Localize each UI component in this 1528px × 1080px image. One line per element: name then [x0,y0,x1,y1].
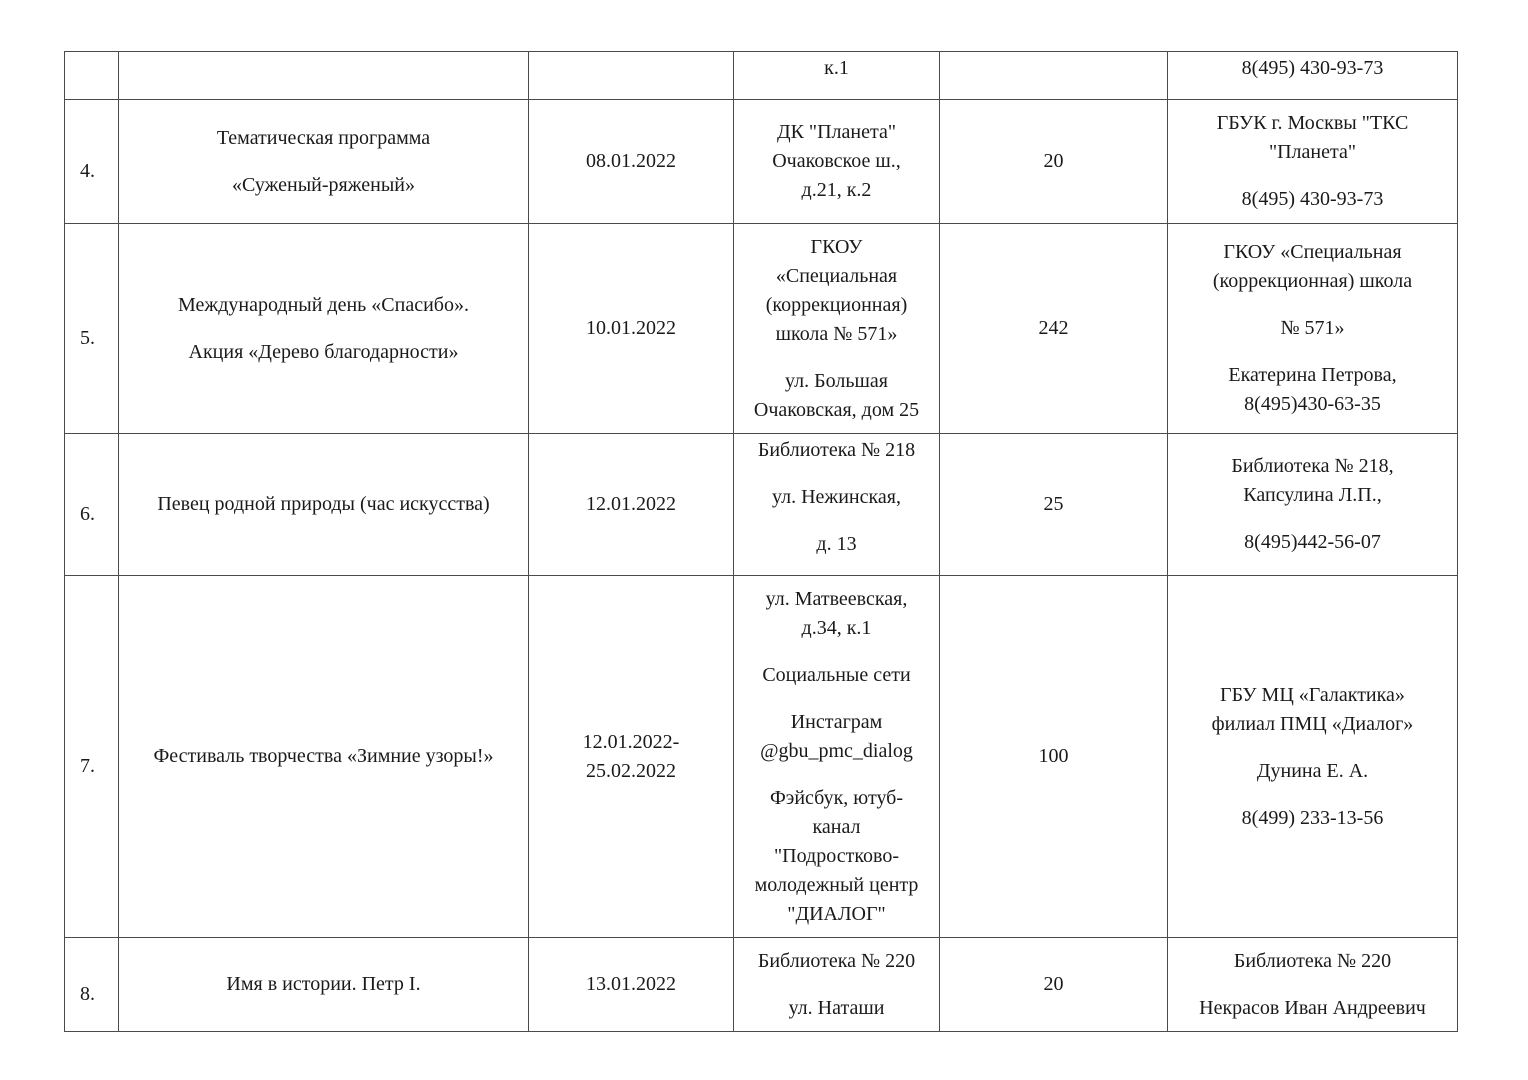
cell-paragraph [189,338,459,367]
participants-count: 25 [1043,493,1064,515]
cell-event [119,434,529,576]
cell-content [1174,947,1451,1023]
cell-paragraph [1199,994,1426,1023]
cell-paragraph [1244,528,1381,557]
cell-text-line: Библиотека № 218, [1231,455,1394,477]
cell-date [529,100,734,224]
cell-number [65,938,119,1032]
cell-paragraph [766,585,908,643]
cell-paragraph [157,490,489,519]
cell-text-line: Фестиваль творчества «Зимние узоры!» [153,745,494,767]
cell-participants [940,938,1168,1032]
cell-text-line: Фэйсбук, ютуб- [769,786,904,809]
table-row [65,52,1458,100]
cell-event [119,938,529,1032]
cell-text-line: Международный день «Спасибо». [178,293,469,316]
cell-text-line: ГКОУ «Специальная [1223,241,1402,263]
cell-content [125,124,522,200]
cell-text-line: № 571» [1280,317,1345,339]
participants-count: 100 [1038,745,1069,767]
cell-organizer [1168,224,1458,434]
cell-text-line: 12.01.2022 [586,493,676,515]
cell-paragraph [1228,361,1396,419]
row-number: 8. [80,983,95,1005]
cell-paragraph [226,970,420,999]
cell-text-line: Очаковская, дом 25 [753,398,920,421]
cell-paragraph [1231,452,1393,510]
cell-paragraph [758,436,915,465]
cell-text-line: Библиотека № 218 [757,439,916,461]
cell-date [529,52,734,100]
cell-content [125,291,522,367]
cell-text-line: 08.01.2022 [586,150,676,172]
cell-text-line: «Специальная [775,264,898,287]
cell-participants [940,224,1168,434]
cell-paragraph [762,661,910,690]
participants-count: 20 [1043,973,1064,995]
cell-text-line: Очаковское ш., [772,150,901,172]
cell-content [740,233,933,425]
cell-participants [940,52,1168,100]
cell-paragraph [1280,314,1344,343]
cell-paragraph [1234,947,1391,976]
cell-content [535,147,727,176]
cell-text-line: ул. Матвеевская, [765,587,908,610]
table-row [65,434,1458,576]
cell-content [125,742,522,771]
cell-paragraph [217,124,430,153]
cell-text-line: "Планета" [1268,141,1357,163]
cell-text-line: 8(495)442-56-07 [1244,531,1381,553]
cell-text-line: ул. Нежинская, [771,486,901,508]
cell-text-line: 25.02.2022 [586,759,676,782]
cell-paragraph [758,947,915,976]
cell-text-line: 12.01.2022- [582,730,680,753]
cell-content [535,490,727,519]
cell-number [65,434,119,576]
cell-text-line: д. 13 [816,533,857,555]
cell-content [740,947,933,1023]
cell-text-line: Инстаграм [790,710,883,733]
cell-text-line: Некрасов Иван Андреевич [1199,996,1426,1019]
cell-place [734,938,940,1032]
cell-content [740,118,933,205]
cell-organizer [1168,434,1458,576]
cell-paragraph [1212,681,1414,739]
cell-text-line: ул. Большая [785,369,888,392]
table-body [65,52,1458,1032]
cell-paragraph [760,708,913,766]
cell-event [119,576,529,938]
cell-date [529,434,734,576]
cell-text-line: 10.01.2022 [586,317,676,339]
cell-text-line: Екатерина Петрова, [1228,364,1397,386]
participants-count: 20 [1043,150,1064,172]
cell-content [1174,54,1451,83]
cell-text-line: Библиотека № 220 [1233,949,1392,972]
cell-date [529,224,734,434]
cell-paragraph [824,54,849,83]
cell-content [125,490,522,519]
cell-paragraph [232,171,415,200]
cell-number [65,576,119,938]
cell-paragraph [766,233,908,349]
cell-number [65,52,119,100]
cell-content [125,970,522,999]
cell-paragraph [1242,185,1384,214]
cell-content [535,970,727,999]
cell-paragraph [153,742,493,771]
row-number: 5. [80,327,95,349]
cell-organizer [1168,52,1458,100]
cell-organizer [1168,938,1458,1032]
cell-date [529,938,734,1032]
cell-event [119,224,529,434]
cell-text-line: Социальные сети [762,663,911,686]
cell-text-line: 8(495) 430-93-73 [1241,57,1384,79]
cell-text-line: 8(495) 430-93-73 [1241,188,1384,210]
table-row [65,224,1458,434]
events-table [64,51,1458,1032]
cell-content [1174,681,1451,833]
cell-number [65,224,119,434]
cell-place [734,52,940,100]
cell-text-line: ГКОУ [810,235,863,258]
cell-event [119,52,529,100]
row-number: 7. [80,755,95,777]
cell-paragraph [816,530,856,559]
cell-text-line: Капсулина Л.П., [1243,484,1382,506]
cell-text-line: 8(495)430-63-35 [1244,393,1381,415]
cell-text-line: ГБУК г. Москвы "ТКС [1216,112,1409,134]
table-row [65,100,1458,224]
cell-place [734,100,940,224]
cell-text-line: Библиотека № 220 [757,949,916,972]
table-row [65,938,1458,1032]
cell-paragraph [1217,109,1409,167]
cell-paragraph [755,784,919,929]
cell-paragraph [1257,757,1368,786]
cell-organizer [1168,576,1458,938]
cell-number [65,100,119,224]
row-number: 6. [80,503,95,525]
cell-content [740,54,933,83]
cell-content [1174,238,1451,419]
cell-participants [940,100,1168,224]
cell-text-line: (коррекционная) школа [1212,270,1413,292]
cell-place [734,576,940,938]
cell-text-line: 13.01.2022 [586,973,676,995]
cell-text-line: 8(499) 233-13-56 [1241,806,1384,829]
cell-text-line: Тематическая программа [216,126,431,149]
cell-place [734,434,940,576]
cell-text-line: к.1 [824,57,849,79]
row-number: 4. [80,160,95,182]
cell-text-line: Певец родной природы (час искусства) [157,493,490,515]
cell-paragraph [772,118,901,205]
cell-text-line: ДК "Планета" [776,121,897,143]
cell-text-line: Имя в истории. Петр I. [226,973,421,995]
cell-text-line: канал [812,815,861,838]
cell-paragraph [754,367,919,425]
cell-content [535,728,727,786]
cell-text-line: (коррекционная) [765,293,908,316]
cell-text-line: д.34, к.1 [801,616,872,639]
cell-text-line: филиал ПМЦ «Диалог» [1211,712,1414,735]
cell-text-line: ГБУ МЦ «Галактика» [1220,683,1405,706]
cell-text-line: ул. Наташи [788,996,885,1019]
cell-text-line: "ДИАЛОГ" [787,902,886,925]
cell-text-line: «Суженый-ряженый» [232,173,415,196]
cell-text-line: молодежный центр [754,873,919,896]
cell-content [535,314,727,343]
cell-text-line: @gbu_pmc_dialog [760,739,913,762]
cell-paragraph [178,291,469,320]
cell-place [734,224,940,434]
cell-paragraph [772,483,901,512]
cell-organizer [1168,100,1458,224]
cell-paragraph [1213,238,1412,296]
cell-text-line: Дунина Е. А. [1256,759,1369,782]
cell-text-line: "Подростково- [774,844,899,867]
cell-text-line: школа № 571» [775,322,898,345]
cell-content [740,436,933,559]
cell-content [740,585,933,929]
cell-text-line: д.21, к.2 [801,179,872,201]
cell-paragraph [1242,54,1384,83]
cell-content [1174,452,1451,557]
cell-date [529,576,734,938]
cell-paragraph [1242,804,1384,833]
participants-count: 242 [1038,317,1069,339]
table-row [65,576,1458,938]
cell-paragraph [789,994,885,1023]
cell-participants [940,434,1168,576]
cell-event [119,100,529,224]
cell-content [1174,109,1451,214]
cell-text-line: Акция «Дерево благодарности» [188,340,459,363]
cell-participants [940,576,1168,938]
